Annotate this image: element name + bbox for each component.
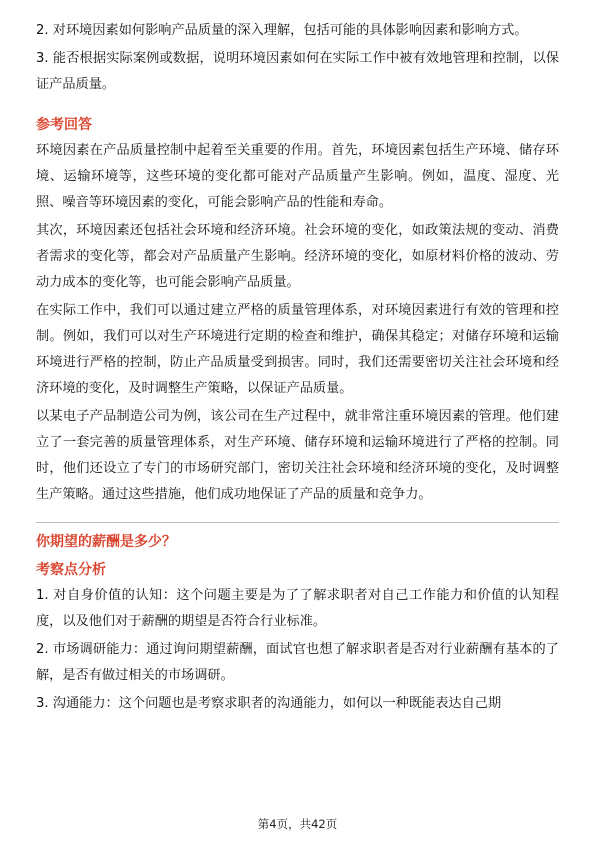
- reference-paragraph: 其次，环境因素还包括社会环境和经济环境。社会环境的变化，如政策法规的变动、消费者需求的变化等，都会对产品质量产生影响。经济环境的变化，如原材料价格的波动、劳动力成本的变化等，也可能会影响产品质量。: [36, 223, 559, 290]
- reference-paragraph: 以某电子产品制造公司为例，该公司在生产过程中，就非常注重环境因素的管理。他们建立了一套完善的质量管理体系，对生产环境、储存环境和运输环境进行了严格的控制。同时，他们还设立了专门的市场研究部门，密切关注社会环境和经济环境的变化，及时调整生产策略。通过这些措施，他们成功地保证了产品的质量和竞争力。: [36, 409, 559, 502]
- page-number: 第4页，共42页: [257, 817, 338, 831]
- criteria-item-2: 2. 对环境因素如何影响产品质量的深入理解，包括可能的具体影响因素和影响方式。: [36, 23, 528, 38]
- analysis-item: 1. 对自身价值的认知：这个问题主要是为了了解求职者对自己工作能力和价值的认知程度，以及他们对于薪酬的期望是否符合行业标准。: [36, 588, 559, 629]
- document-page: [36, 18, 559, 719]
- reference-paragraph: 环境因素在产品质量控制中起着至关重要的作用。首先，环境因素包括生产环境、储存环境、运输环境等，这些环境的变化都可能对产品质量产生影响。例如，温度、湿度、光照、噪音等环境因素的变化，可能会影响产品的性能和寿命。: [36, 143, 559, 210]
- reference-paragraph: 在实际工作中，我们可以通过建立严格的质量管理体系，对环境因素进行有效的管理和控制。例如，我们可以对生产环境进行定期的检查和维护，确保其稳定；对储存环境和运输环境进行严格的控制，防止产品质量受到损害。同时，我们还需要密切关注社会环境和经济环境的变化，及时调整生产策略，以保证产品质量。: [36, 303, 559, 396]
- criteria-item-3: 3. 能否根据实际案例或数据，说明环境因素如何在实际工作中被有效地管理和控制，以保证产品质量。: [36, 51, 559, 92]
- reference-answer-heading: 参考回答: [36, 117, 92, 133]
- analysis-heading: 考察点分析: [36, 562, 106, 578]
- analysis-item: 3. 沟通能力：这个问题也是考察求职者的沟通能力，如何以一种既能表达自己期: [36, 696, 502, 711]
- section-divider: [36, 522, 559, 523]
- analysis-item: 2. 市场调研能力：通过询问期望薪酬，面试官也想了解求职者是否对行业薪酬有基本的了解，是否有做过相关的市场调研。: [36, 642, 559, 683]
- question-title: 你期望的薪酬是多少？: [36, 534, 176, 550]
